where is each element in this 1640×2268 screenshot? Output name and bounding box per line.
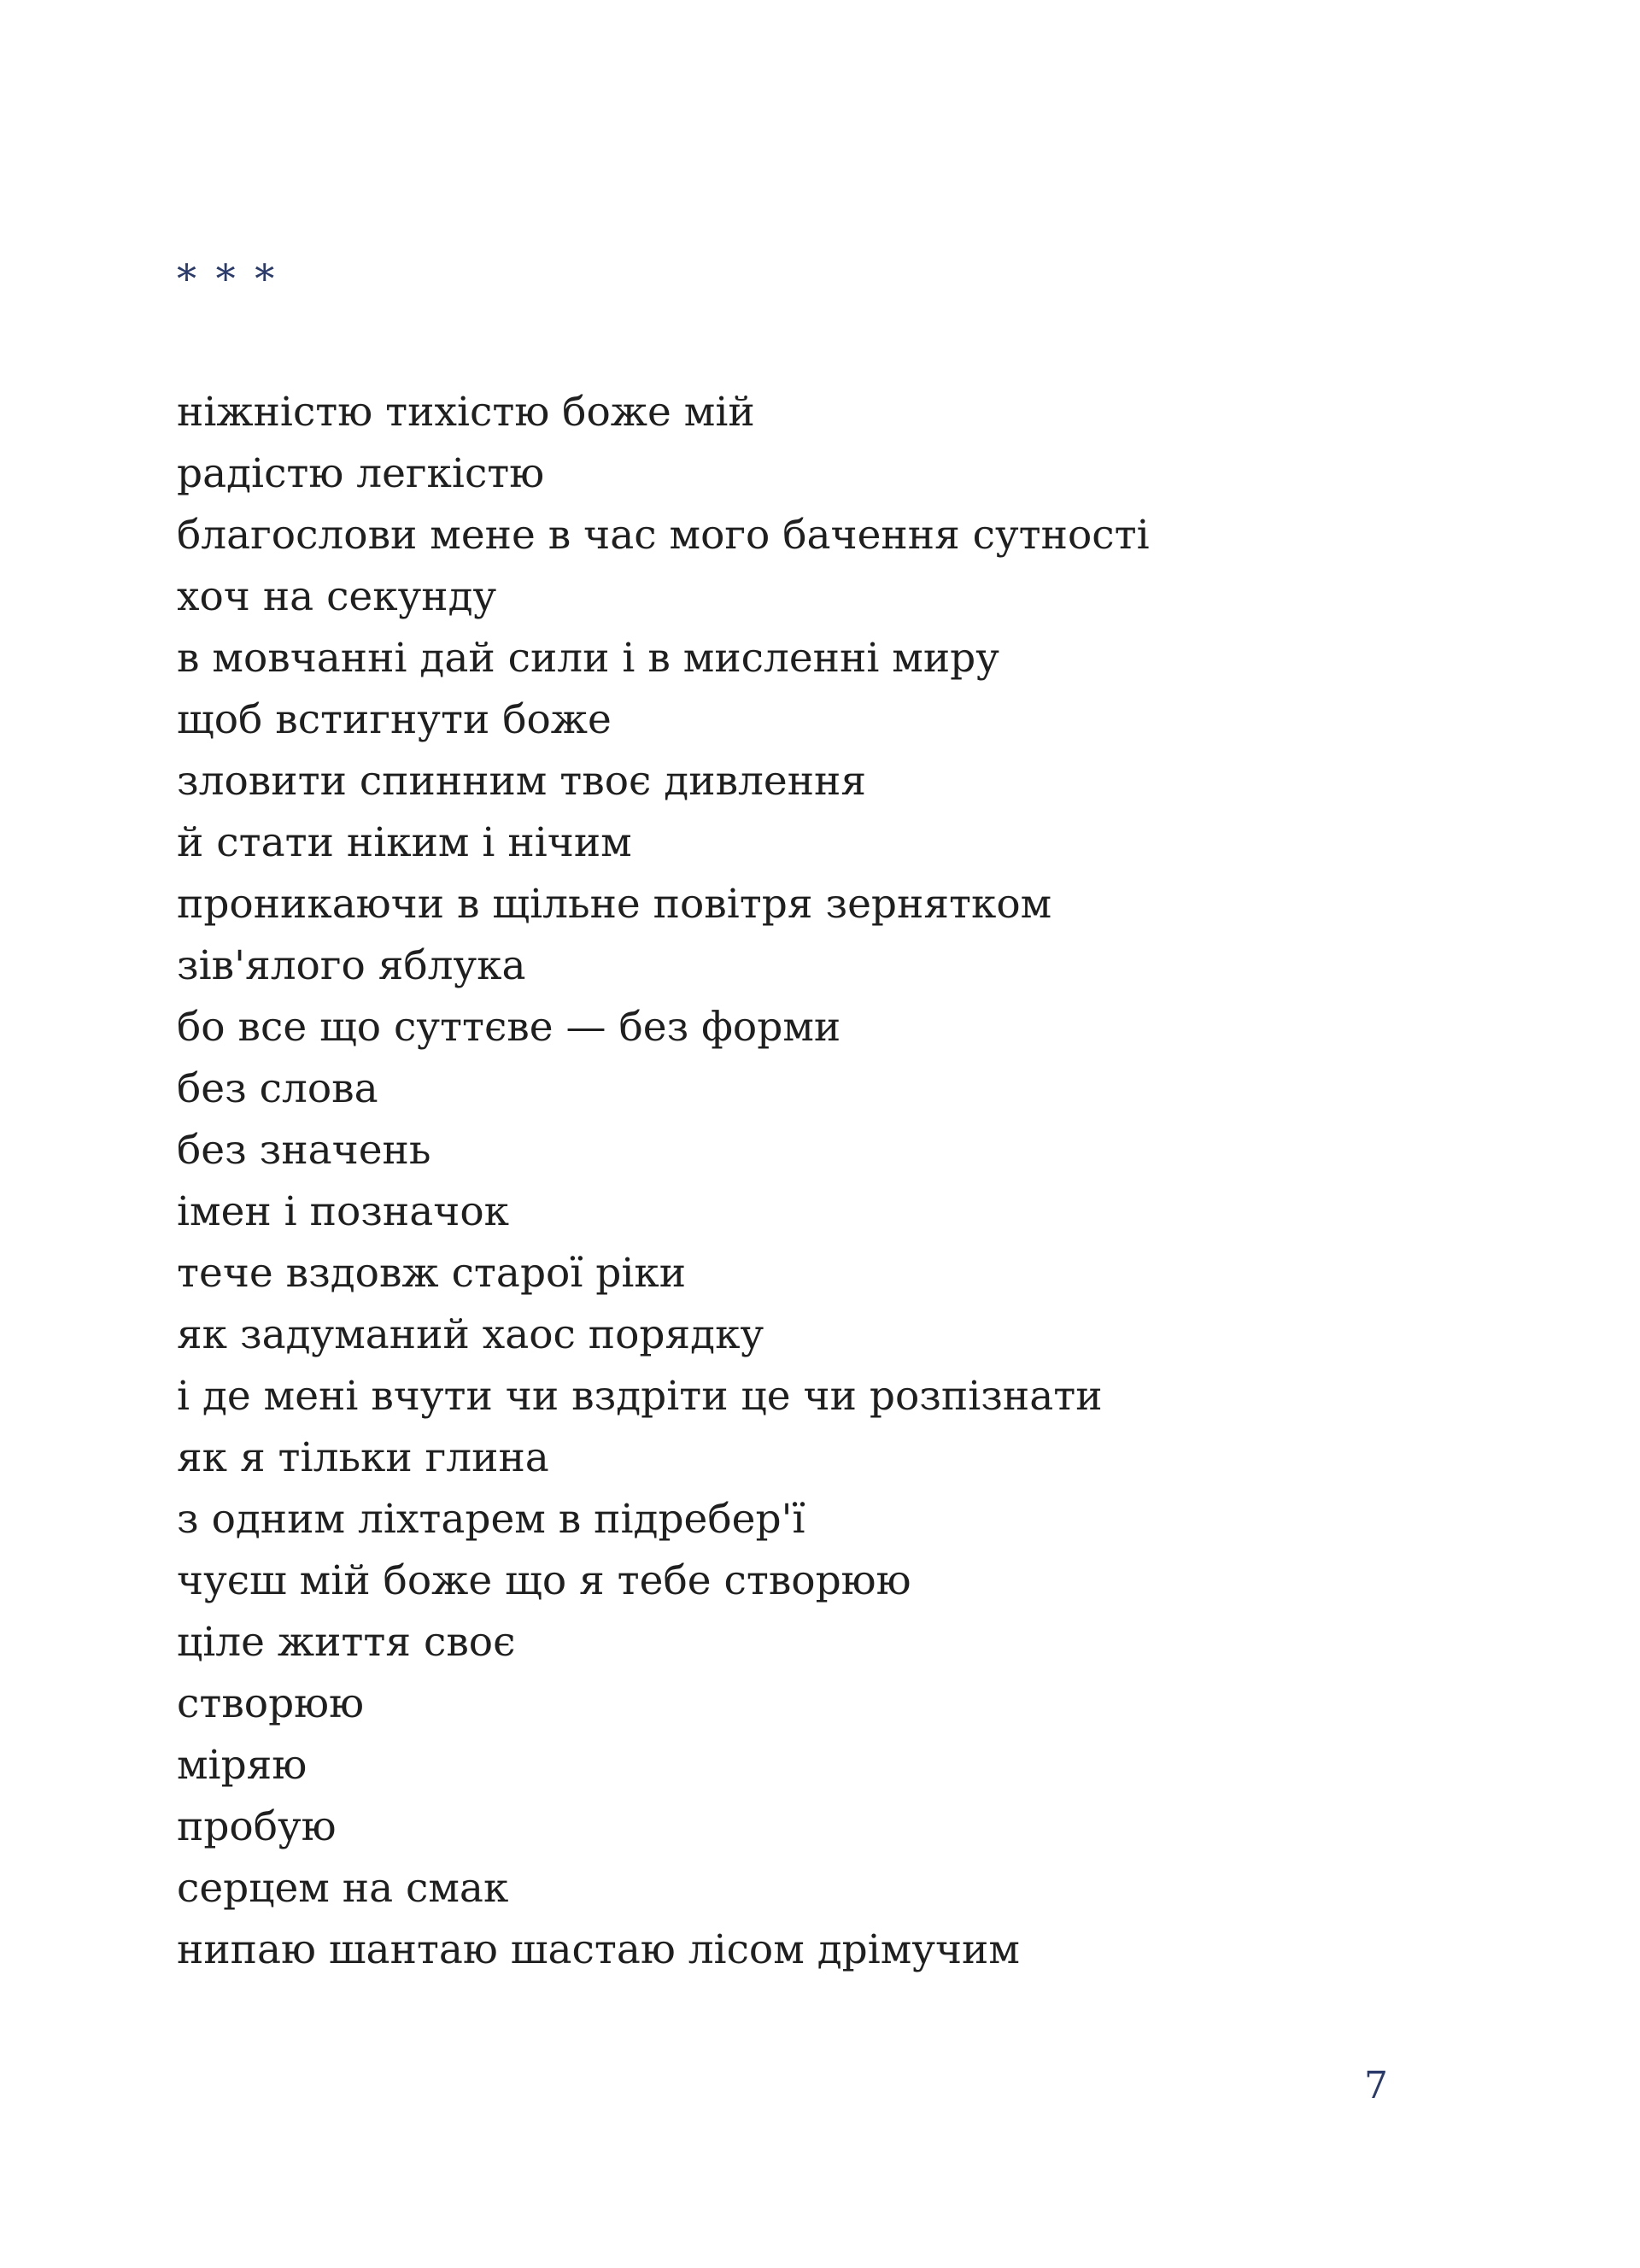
poem-line: щоб встигнути боже	[177, 696, 612, 743]
poem-line: зів'ялого яблука	[177, 942, 526, 989]
poem-line: як я тільки глина	[177, 1434, 549, 1481]
poem-line: серцем на смак	[177, 1865, 509, 1912]
poem-line: нипаю шантаю шастаю лісом дрімучим	[177, 1926, 1020, 1973]
poem-line: створюю	[177, 1680, 365, 1727]
poem-line: зловити спинним твоє дивлення	[177, 758, 867, 805]
section-asterisks: * * *	[177, 255, 278, 302]
poem-line: як задуманий хаос порядку	[177, 1311, 764, 1358]
poem-line: з одним ліхтарем в підребер'ї	[177, 1496, 805, 1543]
poem-line: й стати ніким і нічим	[177, 819, 632, 866]
poem-line: без слова	[177, 1065, 378, 1112]
poem-line: в мовчанні дай сили і в мисленні миру	[177, 635, 999, 682]
poem-line: бо все що суттєве — без форми	[177, 1004, 841, 1051]
page-number: 7	[1364, 2064, 1388, 2107]
poem-line: проникаючи в щільне повітря зернятком	[177, 881, 1052, 928]
poem-line: чуєш мій боже що я тебе створюю	[177, 1557, 911, 1604]
poem-line: імен і позначок	[177, 1188, 509, 1235]
poem-line: міряю	[177, 1742, 308, 1789]
poem-line: ціле життя своє	[177, 1619, 516, 1666]
poem-line: тече вздовж старої ріки	[177, 1250, 687, 1297]
poem-line: радістю легкістю	[177, 450, 545, 497]
poem-line: і де мені вчути чи вздріти це чи розпізнати	[177, 1373, 1103, 1420]
poem-line: без значень	[177, 1127, 431, 1174]
poem-line: благослови мене в час мого бачення сутності	[177, 512, 1150, 559]
poem-line: ніжністю тихістю боже мій	[177, 389, 755, 436]
poem-line: пробую	[177, 1803, 337, 1850]
poem-line: хоч на секунду	[177, 573, 497, 620]
poem	[177, 382, 1458, 1981]
